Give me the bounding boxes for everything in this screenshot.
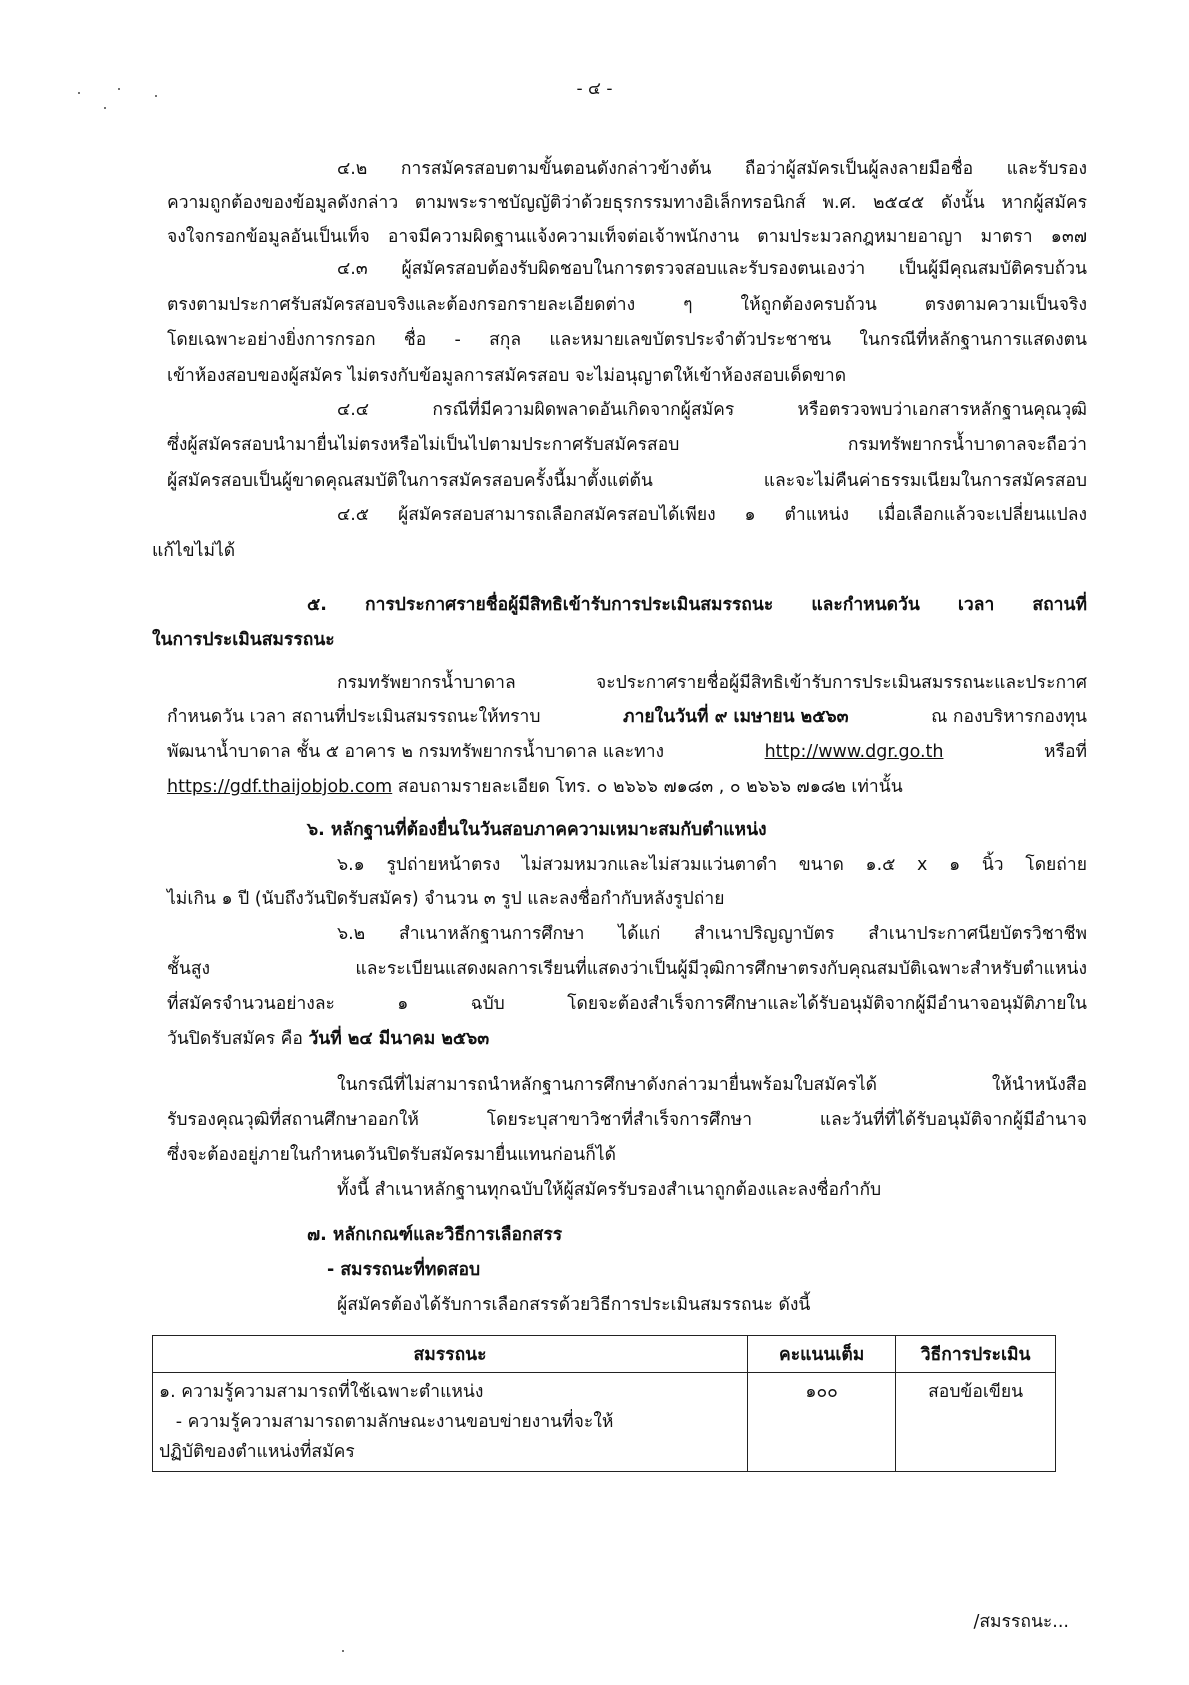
scan-speck xyxy=(342,1650,344,1652)
table-header-row xyxy=(153,1336,1056,1373)
score-cell xyxy=(748,1373,896,1472)
paragraph-line: ความถูกต้องของข้อมูลดังกล่าว ตามพระราชบัญญัติว่าด้วยธุรกรรมทางอิเล็กทรอนิกส์ พ.ศ. ๒๕๔๕ ดังนั้น หากผู้สมัคร xyxy=(167,193,1087,213)
score-value: ๑๐๐ xyxy=(805,1382,838,1402)
paragraph-line: ซึ่งจะต้องอยู่ภายในกำหนดวันปิดรับสมัครมายื่นแทนก่อนก็ได้ xyxy=(167,1145,616,1165)
paragraph-line: ทั้งนี้ สำเนาหลักฐานทุกฉบับให้ผู้สมัครรับรองสำเนาถูกต้องและลงชื่อกำกับ xyxy=(337,1180,882,1200)
paragraph-line: ๖.๒ สำเนาหลักฐานการศึกษา ได้แก่ สำเนาปริญญาบัตร สำเนาประกาศนียบัตรวิชาชีพ xyxy=(337,924,1087,944)
paragraph-line: ซึ่งผู้สมัครสอบนำมายื่นไม่ตรงหรือไม่เป็นไปตามประกาศรับสมัครสอบ กรมทรัพยากรน้ำบาดาลจะถือว่า xyxy=(167,435,1087,455)
section-heading: ๖. หลักฐานที่ต้องยื่นในวันสอบภาคความเหมาะสมกับตำแหน่ง xyxy=(307,820,767,840)
paragraph-line: ตรงตามประกาศรับสมัครสอบจริงและต้องกรอกรายละเอียดต่าง ๆ ให้ถูกต้องครบถ้วน ตรงตามความเป็นจริง xyxy=(167,295,1087,315)
scan-speck xyxy=(104,107,106,109)
method-cell xyxy=(896,1373,1056,1472)
paragraph-line: โดยเฉพาะอย่างยิ่งการกรอก ชื่อ - สกุล และหมายเลขบัตรประจำตัวประชาชน ในกรณีที่หลักฐานการแสดงตน xyxy=(167,330,1087,350)
line-text: กำหนดวัน เวลา สถานที่ประเมินสมรรถนะให้ทราบ xyxy=(167,707,541,727)
sub-heading: - สมรรถนะที่ทดสอบ xyxy=(327,1260,481,1280)
paragraph-line: เข้าห้องสอบของผู้สมัคร ไม่ตรงกับข้อมูลการสมัครสอบ จะไม่อนุญาตให้เข้าห้องสอบเด็ดขาด xyxy=(167,366,847,386)
table-row xyxy=(153,1373,1056,1472)
paragraph-line xyxy=(167,705,1087,729)
date-highlight: วันที่ ๒๔ มีนาคม ๒๕๖๓ xyxy=(308,1029,490,1049)
paragraph-line: ชั้นสูง และระเบียนแสดงผลการเรียนที่แสดงว่าเป็นผู้มีวุฒิการศึกษาตรงกับคุณสมบัติเฉพาะสำหรับตำแหน่ง xyxy=(167,959,1087,979)
dgr-website-link[interactable]: http://www.dgr.go.th xyxy=(764,742,944,762)
line-text: พัฒนาน้ำบาดาล ชั้น ๕ อาคาร ๒ กรมทรัพยากรน้ำบาดาล และทาง xyxy=(167,742,665,762)
paragraph-line: ๔.๓ ผู้สมัครสอบต้องรับผิดชอบในการตรวจสอบและรับรองตนเองว่า เป็นผู้มีคุณสมบัติครบถ้วน xyxy=(337,259,1087,279)
method-value: สอบข้อเขียน xyxy=(928,1382,1024,1402)
paragraph-line: ๔.๒ การสมัครสอบตามขั้นตอนดังกล่าวข้างต้น ถือว่าผู้สมัครเป็นผู้ลงลายมือชื่อ และรับรอง xyxy=(337,159,1087,179)
paragraph-line xyxy=(167,1027,489,1051)
cell-line: ปฏิบัติของตำแหน่งที่สมัคร xyxy=(159,1442,355,1462)
paragraph-line: ที่สมัครจำนวนอย่างละ ๑ ฉบับ โดยจะต้องสำเร็จการศึกษาและได้รับอนุมัติจากผู้มีอำนาจอนุมัติภายใน xyxy=(167,994,1087,1014)
line-text: หรือที่ xyxy=(1044,742,1087,762)
section-heading: ในการประเมินสมรรถนะ xyxy=(152,630,335,650)
continuation-footer: /สมรรถนะ... xyxy=(973,1612,1069,1632)
paragraph-line: กรมทรัพยากรน้ำบาดาล จะประกาศรายชื่อผู้มีสิทธิเข้ารับการประเมินสมรรถนะและประกาศ xyxy=(337,673,1087,693)
column-header: วิธีการประเมิน xyxy=(896,1336,1056,1373)
page-number: - ๔ - xyxy=(576,79,613,99)
paragraph-line: รับรองคุณวุฒิที่สถานศึกษาออกให้ โดยระบุสาขาวิชาที่สำเร็จการศึกษา และวันที่ที่ได้รับอนุมัติจากผู้มีอำนาจ xyxy=(167,1110,1087,1130)
paragraph-line: ๔.๕ ผู้สมัครสอบสามารถเลือกสมัครสอบได้เพียง ๑ ตำแหน่ง เมื่อเลือกแล้วจะเปลี่ยนแปลง xyxy=(337,505,1087,525)
cell-line: - ความรู้ความสามารถตามลักษณะงานขอบข่ายงานที่จะให้ xyxy=(159,1412,614,1432)
line-text: ณ กองบริหารกองทุน xyxy=(931,707,1087,727)
paragraph-line: แก้ไขไม่ได้ xyxy=(152,541,236,561)
paragraph-line: ๔.๔ กรณีที่มีความผิดพลาดอันเกิดจากผู้สมัคร หรือตรวจพบว่าเอกสารหลักฐานคุณวุฒิ xyxy=(337,400,1087,420)
thaijobjob-link[interactable]: https://gdf.thaijobjob.com xyxy=(167,777,393,797)
date-highlight: ภายในวันที่ ๙ เมษายน ๒๕๖๓ xyxy=(623,707,849,727)
section-heading: ๗. หลักเกณฑ์และวิธีการเลือกสรร xyxy=(307,1225,563,1245)
section-heading: ๕. การประกาศรายชื่อผู้มีสิทธิเข้ารับการประเมินสมรรถนะ และกำหนดวัน เวลา สถานที่ xyxy=(307,595,1087,615)
paragraph-line: ผู้สมัครสอบเป็นผู้ขาดคุณสมบัติในการสมัครสอบครั้งนี้มาตั้งแต่ต้น และจะไม่คืนค่าธรรมเนียมในการสมัครสอบ xyxy=(167,471,1087,491)
paragraph-line: ไม่เกิน ๑ ปี (นับถึงวันปิดรับสมัคร) จำนวน ๓ รูป และลงชื่อกำกับหลังรูปถ่าย xyxy=(167,889,725,909)
column-header: คะแนนเต็ม xyxy=(748,1336,896,1373)
paragraph-line xyxy=(167,740,1087,764)
paragraph-line: จงใจกรอกข้อมูลอันเป็นเท็จ อาจมีความผิดฐานแจ้งความเท็จต่อเจ้าพนักงาน ตามประมวลกฎหมายอาญา มาตรา ๑๓๗ xyxy=(167,227,1087,247)
competency-table xyxy=(152,1335,1056,1472)
line-text: วันปิดรับสมัคร คือ xyxy=(167,1029,309,1049)
paragraph-line: ในกรณีที่ไม่สามารถนำหลักฐานการศึกษาดังกล่าวมายื่นพร้อมใบสมัครได้ ให้นำหนังสือ xyxy=(337,1075,1087,1095)
line-text: สอบถามรายละเอียด โทร. ๐ ๒๖๖๖ ๗๑๘๓ , ๐ ๒๖๖๖ ๗๑๘๒ เท่านั้น xyxy=(392,777,903,797)
paragraph-line: ๖.๑ รูปถ่ายหน้าตรง ไม่สวมหมวกและไม่สวมแว่นตาดำ ขนาด ๑.๕ x ๑ นิ้ว โดยถ่าย xyxy=(337,855,1087,875)
competency-cell xyxy=(153,1373,748,1472)
paragraph-line: ผู้สมัครต้องได้รับการเลือกสรรด้วยวิธีการประเมินสมรรถนะ ดังนี้ xyxy=(337,1295,811,1315)
cell-line: ๑. ความรู้ความสามารถที่ใช้เฉพาะตำแหน่ง xyxy=(159,1382,484,1402)
column-header: สมรรถนะ xyxy=(153,1336,748,1373)
paragraph-line xyxy=(167,775,903,799)
